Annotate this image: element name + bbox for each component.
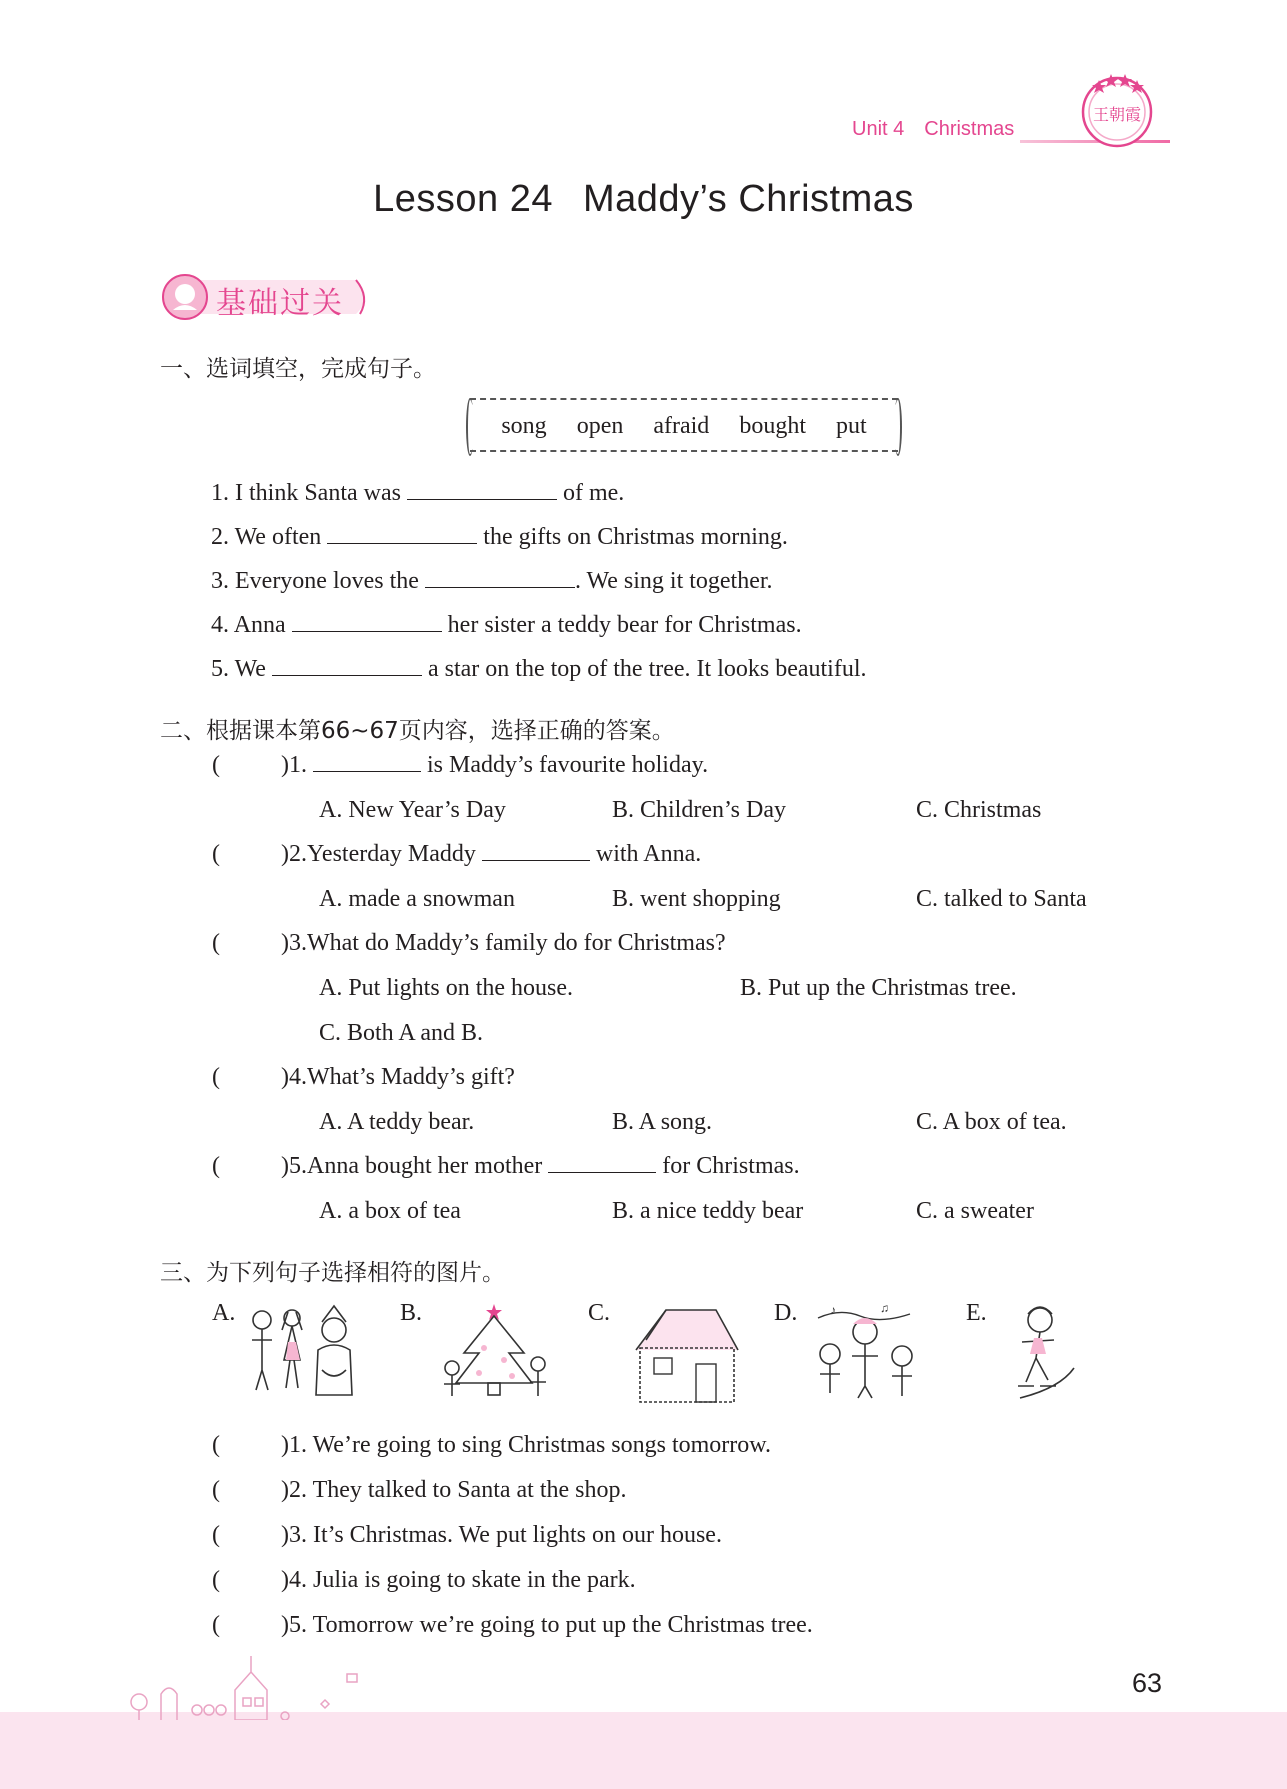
picture-label: A.	[212, 1300, 236, 1326]
option: B. Put up the Christmas tree.	[740, 975, 1017, 1001]
answer-paren[interactable]: (	[212, 1477, 220, 1503]
christmas-tree-icon	[434, 1298, 554, 1408]
fill-blank-item: 3. Everyone loves the . We sing it together.	[211, 568, 773, 594]
option: A. New Year’s Day	[319, 797, 506, 823]
word-bank-item: open	[576, 413, 624, 439]
answer-paren[interactable]: (	[212, 1153, 220, 1179]
option: C. Both A and B.	[319, 1020, 484, 1046]
option: C. A box of tea.	[916, 1109, 1067, 1135]
answer-blank[interactable]	[407, 481, 557, 500]
option: B. Children’s Day	[612, 797, 786, 823]
option: C. talked to Santa	[916, 886, 1087, 912]
lesson-name: Maddy’s Christmas	[582, 178, 914, 220]
svg-text:王朝霞: 王朝霞	[1092, 105, 1142, 124]
answer-paren[interactable]: (	[212, 1567, 220, 1593]
svg-text:♪: ♪	[830, 1303, 836, 1317]
option: C. a sweater	[916, 1198, 1034, 1224]
lesson-number: Lesson 24	[373, 178, 553, 220]
answer-paren[interactable]: (	[212, 752, 220, 778]
option: B. a nice teddy bear	[612, 1198, 804, 1224]
picture-label: E.	[966, 1300, 987, 1326]
choice-question: )4.What’s Maddy’s gift?	[281, 1064, 515, 1090]
picture-label: B.	[400, 1300, 423, 1326]
fill-blank-item: 2. We often the gifts on Christmas morning.	[211, 524, 788, 550]
publisher-logo-icon	[1075, 68, 1159, 152]
word-bank	[470, 398, 898, 452]
page-number: 63	[1132, 1668, 1163, 1698]
option: B. went shopping	[612, 886, 781, 912]
fill-blank-item: 4. Anna her sister a teddy bear for Christmas.	[211, 612, 802, 638]
unit-label: Unit 4	[852, 118, 905, 140]
answer-blank[interactable]	[272, 657, 422, 676]
fill-blank-item: 1. I think Santa was of me.	[211, 480, 625, 506]
option: C. Christmas	[916, 797, 1042, 823]
part3-heading: 三、为下列句子选择相符的图片。	[160, 1260, 505, 1286]
picture-label: C.	[588, 1300, 611, 1326]
option: A. Put lights on the house.	[319, 975, 574, 1001]
answer-blank[interactable]	[425, 569, 575, 588]
match-item: )3. It’s Christmas. We put lights on our house.	[281, 1522, 722, 1548]
match-item: )4. Julia is going to skate in the park.	[281, 1567, 636, 1593]
answer-blank[interactable]	[327, 525, 477, 544]
answer-blank[interactable]	[292, 613, 442, 632]
footer-decoration-icon	[125, 1650, 365, 1720]
choice-question: )5.Anna bought her mother for Christmas.	[281, 1153, 800, 1179]
option: B. A song.	[612, 1109, 713, 1135]
footer-band	[0, 1712, 1287, 1789]
unit-name: Christmas	[924, 118, 1015, 140]
match-item: )5. Tomorrow we’re going to put up the Christmas tree.	[281, 1612, 813, 1638]
option: A. A teddy bear.	[319, 1109, 475, 1135]
answer-paren[interactable]: (	[212, 841, 220, 867]
house-icon	[626, 1300, 746, 1410]
answer-paren[interactable]: (	[212, 1612, 220, 1638]
word-bank-item: bought	[739, 413, 806, 439]
answer-paren[interactable]: (	[212, 1522, 220, 1548]
option: A. a box of tea	[319, 1198, 461, 1224]
match-item: )2. They talked to Santa at the shop.	[281, 1477, 627, 1503]
choice-question: )3.What do Maddy’s family do for Christmas?	[281, 930, 726, 956]
answer-paren[interactable]: (	[212, 930, 220, 956]
part1-heading: 一、选词填空，完成句子。	[160, 356, 436, 382]
choice-question: )1. is Maddy’s favourite holiday.	[281, 752, 709, 778]
choice-question: )2.Yesterday Maddy with Anna.	[281, 841, 702, 867]
unit-header	[852, 118, 1014, 141]
answer-paren[interactable]: (	[212, 1432, 220, 1458]
svg-text:♫: ♫	[880, 1301, 889, 1315]
match-item: )1. We’re going to sing Christmas songs tomorrow.	[281, 1432, 772, 1458]
word-bank-item: put	[835, 413, 867, 439]
answer-paren[interactable]: (	[212, 1064, 220, 1090]
part2-heading: 二、根据课本第66~67页内容，选择正确的答案。	[160, 718, 675, 744]
section-banner-label: 基础过关	[216, 286, 344, 321]
picture-label: D.	[774, 1300, 798, 1326]
skating-girl-icon	[1000, 1298, 1120, 1408]
singing-children-icon	[810, 1298, 930, 1408]
fill-blank-item: 5. We a star on the top of the tree. It looks beautiful.	[211, 656, 867, 682]
option: A. made a snowman	[319, 886, 515, 912]
answer-blank	[548, 1154, 656, 1173]
answer-blank	[482, 842, 590, 861]
answer-blank	[313, 753, 421, 772]
word-bank-item: afraid	[653, 413, 710, 439]
word-bank-item: song	[501, 413, 547, 439]
santa-children-icon	[242, 1300, 362, 1410]
lesson-title	[0, 178, 1287, 221]
